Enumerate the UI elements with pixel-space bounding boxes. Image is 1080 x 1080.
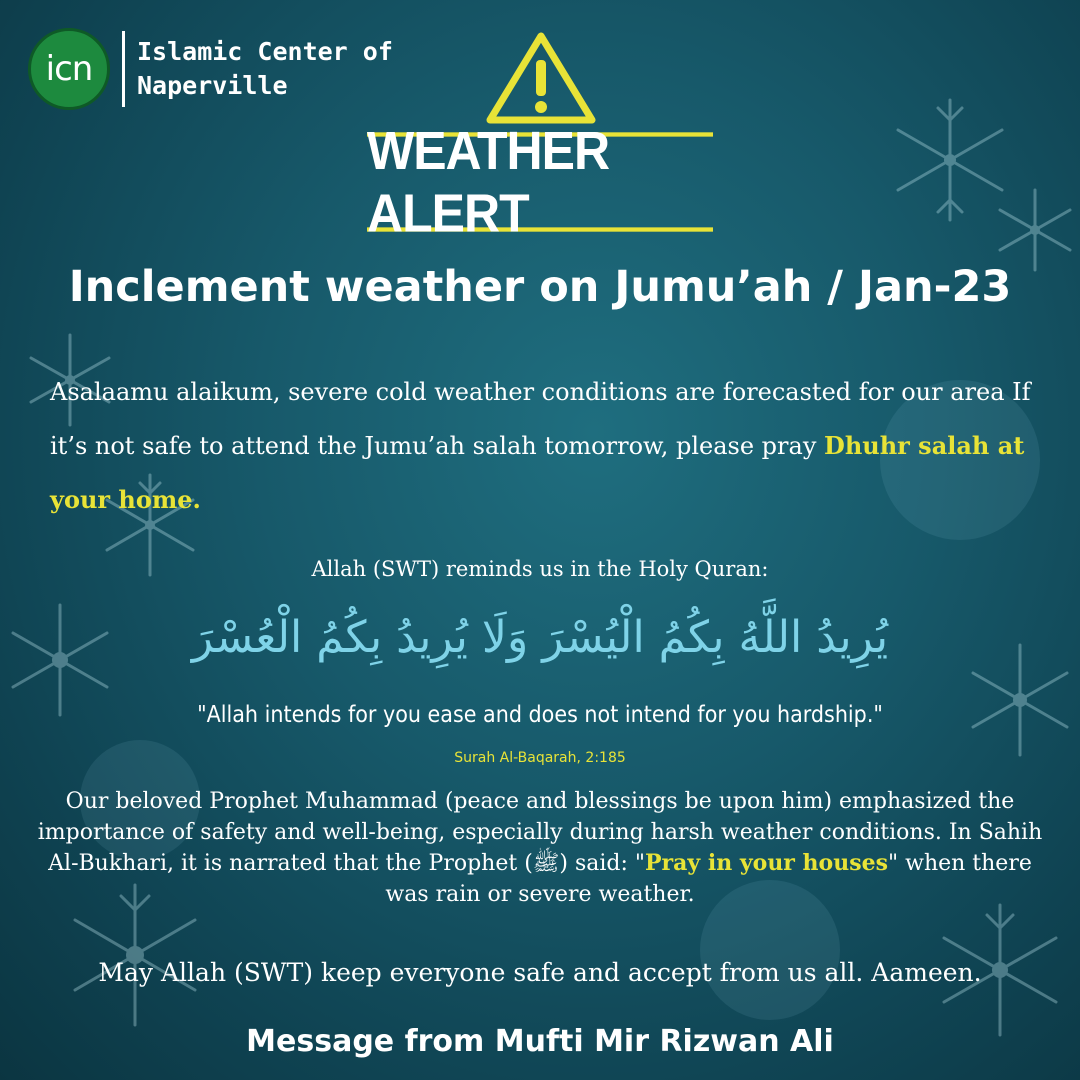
icn-logo-mark: icn xyxy=(28,28,110,110)
verse-citation: Surah Al-Baqarah, 2:185 xyxy=(454,750,626,766)
intro-highlight: Dhuhr salah at your home. xyxy=(50,431,1025,514)
icn-logo xyxy=(28,28,393,110)
headline: Inclement weather on Jumu’ah / Jan-23 xyxy=(68,262,1012,312)
hadith-text-before: Our beloved Prophet Muhammad (peace and blessings be upon him) emphasized the importance of safety and well-being, especially during harsh weather conditions. In Sahih Al-Bukhari, it is narrated that the Prophet (ﷺ) said: " xyxy=(37,789,1043,876)
hadith-paragraph xyxy=(30,786,1050,910)
hadith-text-after: " when there was rain or severe weather. xyxy=(385,851,1032,907)
verse-translation: "Allah intends for you ease and does not intend for you hardship." xyxy=(197,702,883,728)
hadith-highlight: Pray in your houses xyxy=(645,850,888,876)
signature: Message from Mufti Mir Rizwan Ali xyxy=(246,1024,834,1059)
warning-triangle-icon xyxy=(484,30,598,126)
quran-reminder: Allah (SWT) reminds us in the Holy Quran: xyxy=(311,557,769,581)
intro-text: Asalaamu alaikum, severe cold weather conditions are forecasted for our area If it’s not safe to attend the Jumu’ah salah tomorrow, please pray xyxy=(50,378,1031,460)
weather-alert-title: WEATHER ALERT xyxy=(367,132,713,231)
logo-line-2: Naperville xyxy=(137,71,288,100)
closing-dua: May Allah (SWT) keep everyone safe and accept from us all. Aameen. xyxy=(98,958,982,987)
arabic-verse: يُرِيدُ اللَّهُ بِكُمُ الْيُسْرَ وَلَا يُرِيدُ بِكُمُ الْعُسْرَ xyxy=(191,612,889,663)
intro-paragraph xyxy=(50,366,1040,527)
logo-line-1: Islamic Center of xyxy=(137,37,393,66)
logo-divider xyxy=(122,31,125,107)
logo-wordmark xyxy=(137,35,393,103)
